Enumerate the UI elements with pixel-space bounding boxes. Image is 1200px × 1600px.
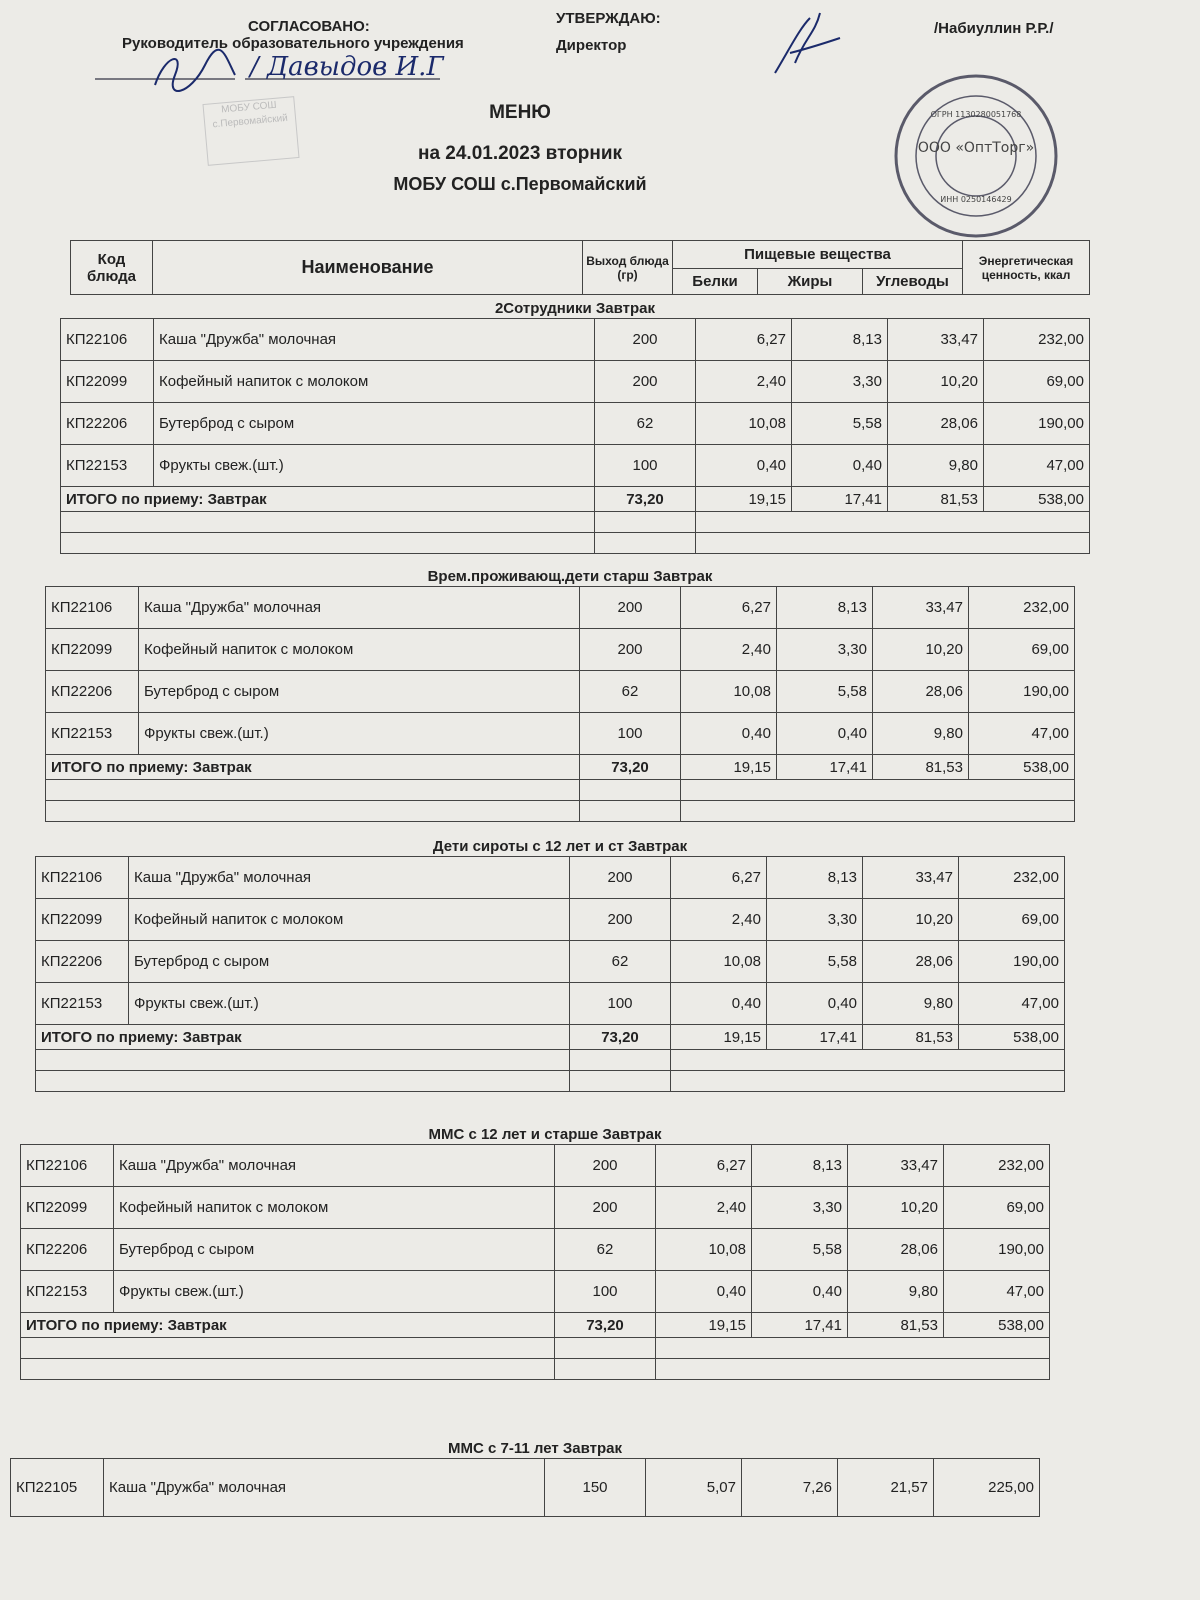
dish-energy: 190,00 (984, 403, 1090, 445)
dish-name: Кофейный напиток с молоком (114, 1187, 555, 1229)
dish-name: Каша "Дружба" молочная (114, 1145, 555, 1187)
dish-protein: 5,07 (646, 1459, 742, 1517)
menu-table (10, 1458, 1040, 1517)
total-label: ИТОГО по приему: Завтрак (46, 755, 580, 780)
blank-row (36, 1050, 1065, 1071)
dish-code: КП22206 (36, 941, 129, 983)
dish-carbs: 33,47 (863, 857, 959, 899)
dish-output: 100 (580, 713, 681, 755)
head-signature (95, 45, 455, 105)
menu-table (35, 856, 1065, 1092)
dish-code: КП22106 (36, 857, 129, 899)
total-carbs: 81,53 (873, 755, 969, 780)
dish-fat: 5,58 (792, 403, 888, 445)
dish-fat: 5,58 (767, 941, 863, 983)
dish-carbs: 33,47 (873, 587, 969, 629)
table-row (11, 1459, 1040, 1517)
dish-carbs: 33,47 (848, 1145, 944, 1187)
total-energy: 538,00 (969, 755, 1075, 780)
col-fat: Жиры (758, 269, 863, 295)
table-row (46, 629, 1075, 671)
dish-carbs: 28,06 (848, 1229, 944, 1271)
total-carbs: 81,53 (888, 487, 984, 512)
dish-name: Фрукты свеж.(шт.) (139, 713, 580, 755)
dish-protein: 10,08 (656, 1229, 752, 1271)
dish-output: 200 (570, 899, 671, 941)
dish-protein: 6,27 (671, 857, 767, 899)
dish-carbs: 28,06 (888, 403, 984, 445)
dish-protein: 2,40 (681, 629, 777, 671)
dish-carbs: 10,20 (848, 1187, 944, 1229)
col-carbs: Углеводы (863, 269, 963, 295)
dish-energy: 232,00 (944, 1145, 1050, 1187)
table-row (21, 1271, 1050, 1313)
total-row (36, 1025, 1065, 1050)
total-output: 73,20 (580, 755, 681, 780)
dish-protein: 2,40 (656, 1187, 752, 1229)
table-row (46, 671, 1075, 713)
total-carbs: 81,53 (848, 1313, 944, 1338)
col-protein: Белки (673, 269, 758, 295)
dish-energy: 69,00 (984, 361, 1090, 403)
dish-fat: 0,40 (767, 983, 863, 1025)
dish-output: 100 (595, 445, 696, 487)
dish-code: КП22106 (61, 319, 154, 361)
dish-code: КП22105 (11, 1459, 104, 1517)
dish-carbs: 9,80 (848, 1271, 944, 1313)
dish-fat: 7,26 (742, 1459, 838, 1517)
dish-output: 200 (580, 587, 681, 629)
dish-carbs: 9,80 (863, 983, 959, 1025)
section-title: Дети сироты с 12 лет и ст Завтрак (432, 838, 688, 855)
table-row (21, 1145, 1050, 1187)
dish-code: КП22153 (21, 1271, 114, 1313)
total-fat: 17,41 (777, 755, 873, 780)
dish-energy: 69,00 (944, 1187, 1050, 1229)
col-nutrients: Пищевые вещества (673, 241, 963, 269)
dish-fat: 3,30 (752, 1187, 848, 1229)
menu-table (45, 586, 1075, 822)
menu-date: на 24.01.2023 вторник (417, 143, 623, 164)
dish-code: КП22153 (46, 713, 139, 755)
table-row (46, 713, 1075, 755)
agreed-label: СОГЛАСОВАНО: (248, 18, 370, 35)
dish-carbs: 10,20 (863, 899, 959, 941)
dish-energy: 69,00 (969, 629, 1075, 671)
dish-name: Каша "Дружба" молочная (139, 587, 580, 629)
faded-stamp: МОБУ СОШ с.Первомайский (202, 96, 299, 166)
director-signature (770, 8, 850, 88)
dish-fat: 8,13 (792, 319, 888, 361)
dish-energy: 190,00 (969, 671, 1075, 713)
col-code: Код блюда (71, 241, 153, 295)
dish-output: 62 (595, 403, 696, 445)
dish-energy: 190,00 (944, 1229, 1050, 1271)
total-fat: 17,41 (792, 487, 888, 512)
dish-energy: 225,00 (934, 1459, 1040, 1517)
dish-carbs: 9,80 (873, 713, 969, 755)
dish-energy: 232,00 (984, 319, 1090, 361)
dish-protein: 10,08 (671, 941, 767, 983)
dish-name: Кофейный напиток с молоком (139, 629, 580, 671)
dish-energy: 47,00 (969, 713, 1075, 755)
total-output: 73,20 (595, 487, 696, 512)
dish-output: 62 (580, 671, 681, 713)
total-row (46, 755, 1075, 780)
dish-output: 200 (595, 319, 696, 361)
dish-output: 100 (555, 1271, 656, 1313)
dish-name: Бутерброд с сыром (114, 1229, 555, 1271)
dish-protein: 6,27 (656, 1145, 752, 1187)
dish-carbs: 10,20 (888, 361, 984, 403)
blank-row (21, 1338, 1050, 1359)
dish-code: КП22206 (61, 403, 154, 445)
blank-row (61, 533, 1090, 554)
menu-table (60, 318, 1090, 554)
dish-carbs: 10,20 (873, 629, 969, 671)
total-energy: 538,00 (984, 487, 1090, 512)
dish-output: 200 (570, 857, 671, 899)
dish-energy: 190,00 (959, 941, 1065, 983)
blank-row (46, 801, 1075, 822)
col-name: Наименование (153, 241, 583, 295)
blank-row (36, 1071, 1065, 1092)
dish-name: Кофейный напиток с молоком (129, 899, 570, 941)
dish-output: 200 (555, 1145, 656, 1187)
dish-code: КП22153 (61, 445, 154, 487)
dish-code: КП22099 (21, 1187, 114, 1229)
dish-name: Бутерброд с сыром (129, 941, 570, 983)
dish-fat: 0,40 (777, 713, 873, 755)
table-row (36, 983, 1065, 1025)
dish-protein: 10,08 (681, 671, 777, 713)
dish-carbs: 21,57 (838, 1459, 934, 1517)
dish-protein: 0,40 (696, 445, 792, 487)
table-row (61, 445, 1090, 487)
dish-protein: 6,27 (681, 587, 777, 629)
table-row (36, 857, 1065, 899)
dish-protein: 10,08 (696, 403, 792, 445)
dish-name: Фрукты свеж.(шт.) (129, 983, 570, 1025)
dish-carbs: 9,80 (888, 445, 984, 487)
dish-output: 200 (595, 361, 696, 403)
dish-code: КП22099 (46, 629, 139, 671)
total-label: ИТОГО по приему: Завтрак (36, 1025, 570, 1050)
dish-code: КП22106 (46, 587, 139, 629)
col-energy: Энергетическая ценность, ккал (963, 241, 1090, 295)
total-energy: 538,00 (944, 1313, 1050, 1338)
head-position: Руководитель образовательного учреждения (122, 35, 464, 52)
dish-protein: 0,40 (681, 713, 777, 755)
section-title: 2Сотрудники Завтрак (494, 300, 656, 317)
total-output: 73,20 (570, 1025, 671, 1050)
blank-row (46, 780, 1075, 801)
dish-fat: 5,58 (752, 1229, 848, 1271)
svg-text:/ Давыдов И.Г: / Давыдов И.Г (250, 52, 444, 82)
section-title: Врем.проживающ.дети старш Завтрак (427, 568, 713, 585)
dish-code: КП22099 (36, 899, 129, 941)
table-row (21, 1187, 1050, 1229)
dish-output: 150 (545, 1459, 646, 1517)
dish-protein: 0,40 (671, 983, 767, 1025)
dish-protein: 0,40 (656, 1271, 752, 1313)
stamp-ogrn: ОГРН 1130280051768 (930, 110, 1022, 119)
dish-output: 200 (580, 629, 681, 671)
dish-output: 200 (555, 1187, 656, 1229)
dish-fat: 0,40 (752, 1271, 848, 1313)
dish-energy: 47,00 (959, 983, 1065, 1025)
school-name: МОБУ СОШ с.Первомайский (393, 174, 647, 194)
dish-code: КП22206 (21, 1229, 114, 1271)
blank-row (21, 1359, 1050, 1380)
dish-energy: 47,00 (944, 1271, 1050, 1313)
approve-label: УТВЕРЖДАЮ: (556, 10, 661, 27)
total-label: ИТОГО по приему: Завтрак (21, 1313, 555, 1338)
table-row (61, 319, 1090, 361)
dish-fat: 3,30 (777, 629, 873, 671)
total-carbs: 81,53 (863, 1025, 959, 1050)
dish-code: КП22206 (46, 671, 139, 713)
total-protein: 19,15 (681, 755, 777, 780)
dish-energy: 47,00 (984, 445, 1090, 487)
col-output: Выход блюда (гр) (583, 241, 673, 295)
dish-protein: 2,40 (671, 899, 767, 941)
total-fat: 17,41 (767, 1025, 863, 1050)
dish-carbs: 28,06 (863, 941, 959, 983)
dish-name: Кофейный напиток с молоком (154, 361, 595, 403)
dish-energy: 232,00 (959, 857, 1065, 899)
stamp-org-line: ООО «ОптТорг» (917, 140, 1035, 156)
dish-fat: 3,30 (792, 361, 888, 403)
dish-energy: 232,00 (969, 587, 1075, 629)
dish-name: Каша "Дружба" молочная (154, 319, 595, 361)
dish-code: КП22106 (21, 1145, 114, 1187)
dish-energy: 69,00 (959, 899, 1065, 941)
director-name: /Набиуллин Р.Р./ (934, 20, 1054, 37)
dish-fat: 5,58 (777, 671, 873, 713)
table-row (46, 587, 1075, 629)
section-title: ММС с 7-11 лет Завтрак (448, 1440, 622, 1457)
total-label: ИТОГО по приему: Завтрак (61, 487, 595, 512)
dish-output: 62 (570, 941, 671, 983)
stamp-inn: ИНН 0250146429 (940, 195, 1012, 204)
dish-name: Бутерброд с сыром (154, 403, 595, 445)
dish-fat: 0,40 (792, 445, 888, 487)
dish-output: 62 (555, 1229, 656, 1271)
dish-name: Фрукты свеж.(шт.) (114, 1271, 555, 1313)
dish-name: Каша "Дружба" молочная (129, 857, 570, 899)
dish-carbs: 28,06 (873, 671, 969, 713)
table-row (61, 361, 1090, 403)
dish-protein: 2,40 (696, 361, 792, 403)
total-fat: 17,41 (752, 1313, 848, 1338)
blank-row (61, 512, 1090, 533)
dish-code: КП22099 (61, 361, 154, 403)
total-row (21, 1313, 1050, 1338)
menu-table (20, 1144, 1050, 1380)
dish-code: КП22153 (36, 983, 129, 1025)
dish-name: Фрукты свеж.(шт.) (154, 445, 595, 487)
dish-carbs: 33,47 (888, 319, 984, 361)
table-row (36, 941, 1065, 983)
dish-name: Каша "Дружба" молочная (104, 1459, 545, 1517)
director-label: Директор (556, 37, 627, 54)
table-row (36, 899, 1065, 941)
dish-protein: 6,27 (696, 319, 792, 361)
dish-fat: 8,13 (767, 857, 863, 899)
column-header (70, 240, 1090, 295)
table-row (61, 403, 1090, 445)
total-protein: 19,15 (696, 487, 792, 512)
dish-fat: 8,13 (777, 587, 873, 629)
dish-fat: 3,30 (767, 899, 863, 941)
section-title: ММС с 12 лет и старше Завтрак (428, 1126, 662, 1143)
total-row (61, 487, 1090, 512)
menu-title: МЕНЮ (489, 102, 551, 123)
total-protein: 19,15 (671, 1025, 767, 1050)
dish-output: 100 (570, 983, 671, 1025)
dish-name: Бутерброд с сыром (139, 671, 580, 713)
total-protein: 19,15 (656, 1313, 752, 1338)
total-output: 73,20 (555, 1313, 656, 1338)
table-row (21, 1229, 1050, 1271)
dish-fat: 8,13 (752, 1145, 848, 1187)
total-energy: 538,00 (959, 1025, 1065, 1050)
